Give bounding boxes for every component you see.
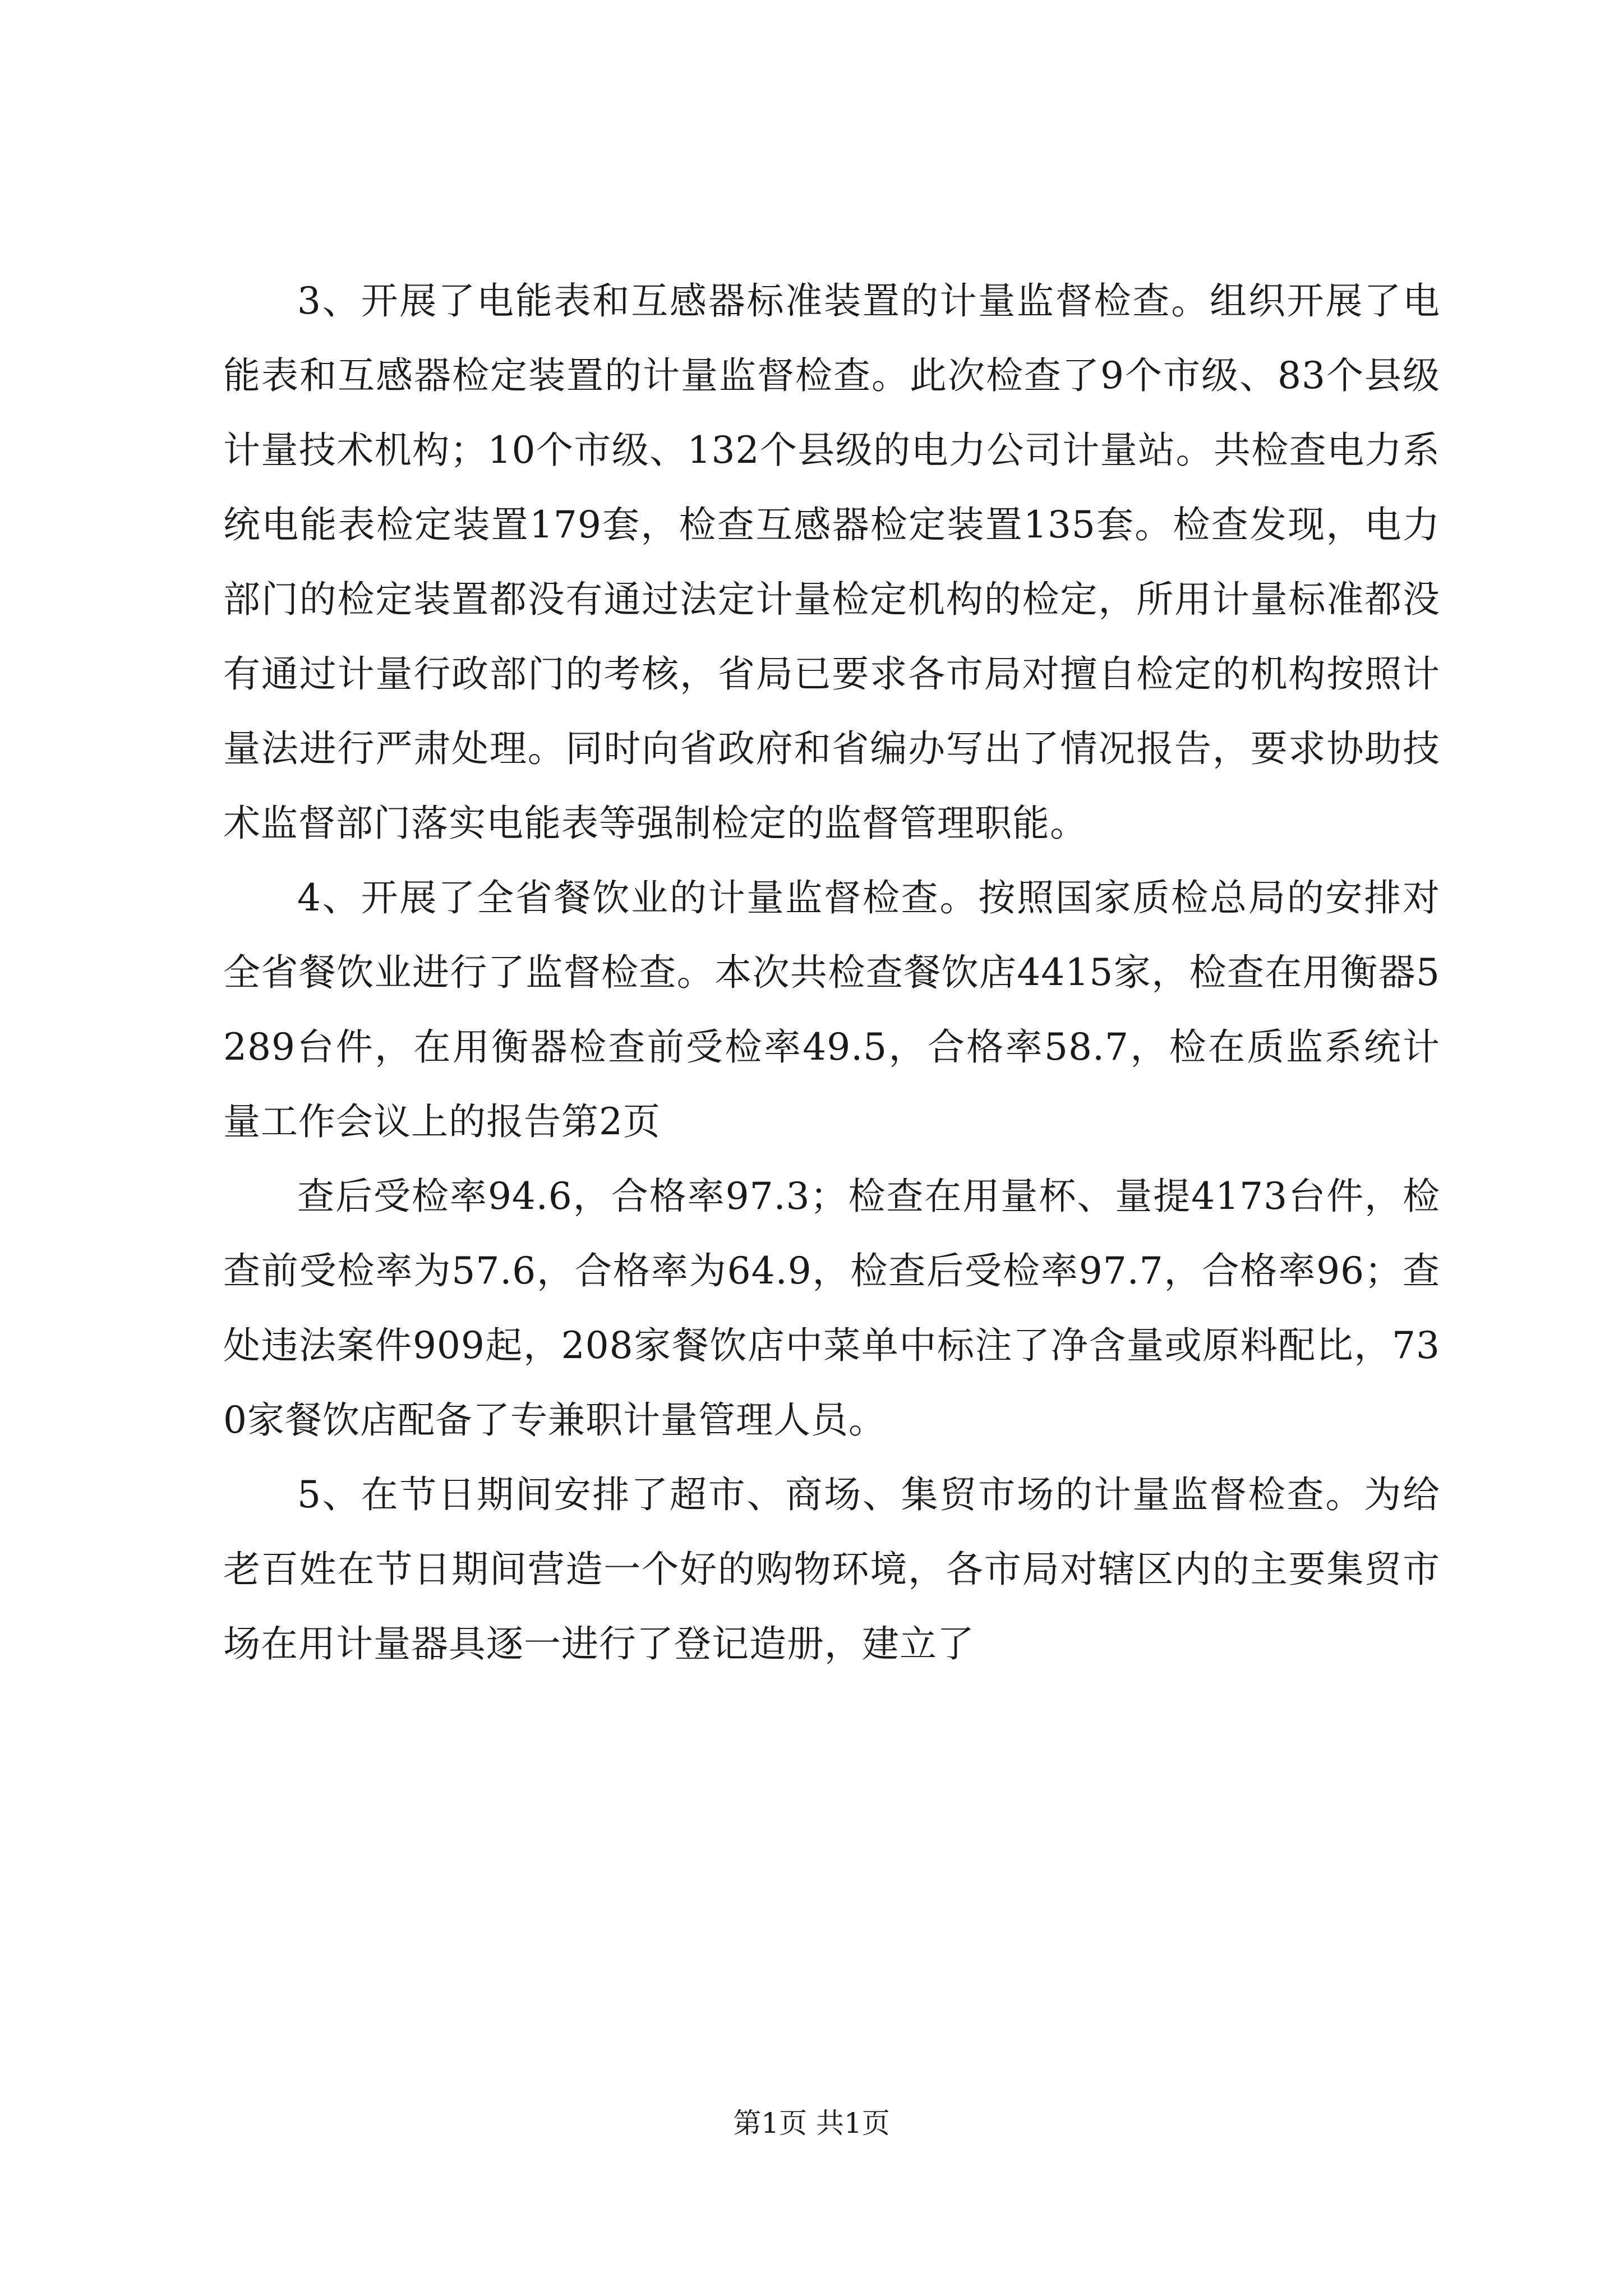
page-footer: 第1页 共1页 <box>733 2107 890 2139</box>
paragraph-item-4-continued: 查后受检率94.6，合格率97.3；检查在用量杯、量提4173台件，检查前受检率为57.6，合格率为64.9，检查后受检率97.7，合格率96；查处违法案件909起，208家餐饮店中菜单中标注了净含量或原料配比，730家餐饮店配备了专兼职计量管理人员。 <box>223 1175 1440 1442</box>
paragraph-item-5: 5、在节日期间安排了超市、商场、集贸市场的计量监督检查。为给老百姓在节日期间营造一个好的购物环境，各市局对辖区内的主要集贸市场在用计量器具逐一进行了登记造册，建立了 <box>223 1473 1440 1665</box>
document-body <box>223 264 1440 1681</box>
paragraph-item-4: 4、开展了全省餐饮业的计量监督检查。按照国家质检总局的安排对全省餐饮业进行了监督检查。本次共检查餐饮店4415家，检查在用衡器5289台件，在用衡器检查前受检率49.5，合格率58.7，检在质监系统计量工作会议上的报告第2页 <box>223 876 1440 1143</box>
paragraph-item-3: 3、开展了电能表和互感器标准装置的计量监督检查。组织开展了电能表和互感器检定装置的计量监督检查。此次检查了9个市级、83个县级计量技术机构；10个市级、132个县级的电力公司计量站。共检查电力系统电能表检定装置179套，检查互感器检定装置135套。检查发现，电力部门的检定装置都没有通过法定计量检定机构的检定，所用计量标准都没有通过计量行政部门的考核，省局已要求各市局对擅自检定的机构按照计量法进行严肃处理。同时向省政府和省编办写出了情况报告，要求协助技术监督部门落实电能表等强制检定的监督管理职能。 <box>223 279 1440 845</box>
